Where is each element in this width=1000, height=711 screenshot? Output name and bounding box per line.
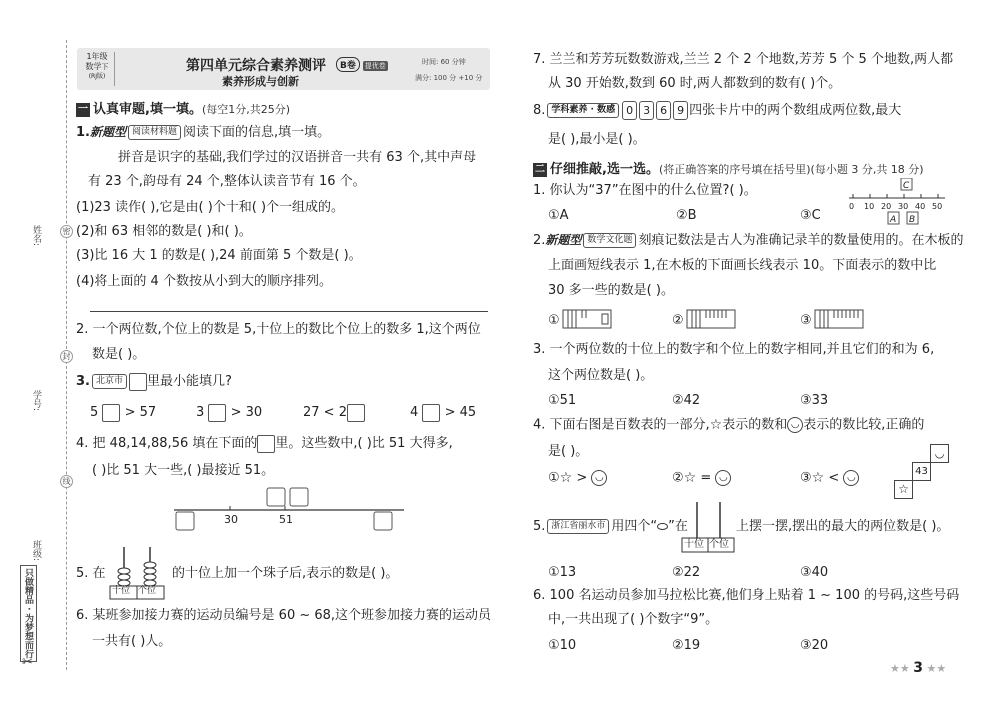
c2-type-tag: 数学文化题 — [583, 233, 636, 248]
c6-line-2: 中,一共出现了( )个数字“9”。 — [548, 612, 719, 627]
student-id-label: 学号: — [31, 390, 41, 412]
smiley-face-icon: ◡ — [787, 417, 803, 433]
page-title: 第四单元综合素养测评 — [186, 58, 326, 74]
c2-option-1-label[interactable]: ① — [548, 313, 560, 328]
c1-tick-40: 40 — [915, 202, 926, 211]
c1-option-c[interactable]: ③C — [800, 208, 821, 223]
q1-sub-2: (2)和 63 相邻的数是( )和( )。 — [76, 224, 252, 239]
c1-option-b[interactable]: ②B — [676, 208, 697, 223]
c4-line-2: 是( )。 — [548, 444, 589, 459]
c2-line-1: 2.新题型 数学文化题 刻痕记数法是古人为准确记录羊的数量使用的。在木板的 — [533, 233, 964, 248]
class-label: 班级: — [31, 540, 41, 562]
q7-line-1: 7. 兰兰和芳芳玩数数游戏,兰兰 2 个 2 个地数,芳芳 5 个 5 个地数,两人都 — [533, 52, 954, 67]
c1-text: 1. 你认为“37”在图中的什么位置?( )。 — [533, 183, 757, 198]
q1-type-tag: 阅读材料题 — [128, 125, 181, 140]
q4-box-2[interactable] — [267, 488, 285, 506]
option-3-smiley-icon: ◡ — [843, 470, 859, 486]
q3-box-2[interactable] — [208, 404, 226, 422]
q3-blank-box — [129, 373, 147, 391]
hundred-table-fragment — [894, 444, 950, 498]
star-face-icon: ☆ — [709, 417, 723, 433]
q3-number: 3. — [76, 374, 90, 389]
q1-answer-line — [90, 311, 488, 312]
slogan-vertical: 只做精品 · 为梦想而行 — [20, 565, 37, 662]
q5-line: 5. 在 — [76, 566, 106, 581]
c4-option-1[interactable]: ①☆ > ◡ — [548, 468, 607, 489]
option-2-star-icon: ☆ — [683, 470, 697, 486]
c5-line: 5. 浙江省丽水市 用四个“ ”在 — [533, 519, 688, 534]
q8-card-9: 9 — [673, 101, 688, 120]
c5-option-2[interactable]: ②22 — [672, 565, 701, 580]
section-1-note: (每空1分,共25分) — [201, 103, 291, 116]
q6-line-1: 6. 某班参加接力赛的运动员编号是 60 ~ 68,这个班参加接力赛的运动员 — [76, 608, 492, 623]
q1-sub-3: (3)比 16 大 1 的数是( ),24 前面第 5 个数是( )。 — [76, 248, 362, 263]
q4-inline-box — [257, 435, 275, 453]
q3-box-4[interactable] — [422, 404, 440, 422]
q7-line-2: 从 30 开始数,数到 60 时,两人都数到的数有( )个。 — [548, 76, 842, 91]
grade-label: 1年级 — [86, 52, 108, 61]
c1-tick-50: 50 — [932, 202, 943, 211]
c2-new-tag: 新题型 — [545, 233, 582, 247]
option-2-smiley-icon: ◡ — [715, 470, 731, 486]
c2-option-3-label[interactable]: ③ — [800, 313, 812, 328]
c2-line-2: 上面画短线表示 1,在木板的下面画长线表示 10。下面表示的数中比 — [548, 258, 937, 273]
q4-line-2: ( )比 51 大一些,( )最接近 51。 — [92, 463, 275, 478]
q3-item-3: 27 < 2 — [303, 403, 365, 423]
q1-new-tag: 新题型 — [89, 125, 126, 139]
edition-label: (RJ版) — [88, 73, 106, 80]
section-2-number: 二 — [535, 163, 545, 175]
section-2-heading — [533, 158, 924, 177]
option-1-star-icon: ☆ — [559, 470, 573, 486]
q5-text: 的十位上加一个珠子后,表示的数是( )。 — [172, 566, 399, 581]
time-info: 时间: 60 分钟 — [422, 58, 466, 66]
hundred-cell-smiley: ◡ — [930, 444, 949, 463]
c5-region-tag: 浙江省丽水市 — [547, 519, 609, 534]
q2-line-1: 2. 一个两位数,个位上的数是 5,十位上的数比个位上的数多 1,这个两位 — [76, 322, 481, 337]
q1-sub-1: (1)23 读作( ),它是由( )个十和( )个一组成的。 — [76, 200, 345, 215]
q3-item-4: 4 > 45 — [410, 405, 477, 420]
c6-line-1: 6. 100 名运动员参加马拉松比赛,他们身上贴着 1 ~ 100 的号码,这些号码 — [533, 588, 960, 603]
c2-option-2-board — [686, 306, 738, 332]
c6-option-1[interactable]: ①10 — [548, 638, 577, 653]
footer-page-indicator — [890, 660, 946, 676]
q1-intro — [76, 122, 330, 143]
q8-tag: 学科素养 · 数感 — [547, 103, 619, 118]
q4-box-3[interactable] — [290, 488, 308, 506]
q8-card-0: 0 — [622, 101, 637, 120]
q3-region-tag: 北京市 — [92, 374, 127, 389]
seal-mark-3: 线 — [60, 475, 73, 488]
seal-mark-1: 密 — [60, 225, 73, 238]
hundred-cell-star: ☆ — [894, 480, 913, 499]
subject-label: 数学 — [85, 62, 102, 71]
c1-tick-20: 20 — [881, 202, 892, 211]
c5-text-end: 上摆一摆,摆出的最大的两位数是( )。 — [736, 519, 950, 534]
c3-option-3[interactable]: ③33 — [800, 393, 829, 408]
c1-letter-a: A — [890, 215, 897, 225]
scissors-icon: ✂ — [22, 655, 33, 670]
q1-sub-4: (4)将上面的 4 个数按从小到大的顺序排列。 — [76, 274, 332, 289]
c5-label-ones: 个位 — [709, 539, 729, 550]
q8-card-3: 3 — [639, 101, 654, 120]
q4-line-1: 4. 把 48,14,88,56 填在下面的 里。这些数中,( )比 51 大得多, — [76, 436, 453, 451]
seal-mark-2: 封 — [60, 350, 73, 363]
q4-box-4[interactable] — [374, 512, 392, 530]
q3-item-1: 5 > 57 — [90, 405, 157, 420]
c3-option-2[interactable]: ②42 — [672, 393, 701, 408]
volume-badge — [336, 57, 388, 72]
q4-tick-30: 30 — [224, 513, 238, 526]
bead-icon — [657, 523, 668, 530]
c3-line-2: 这个两位数是( )。 — [548, 368, 654, 383]
q3-text: 里最小能填几? — [147, 374, 232, 389]
c6-option-3[interactable]: ③20 — [800, 638, 829, 653]
c2-option-2-label[interactable]: ② — [672, 313, 684, 328]
c2-option-1-board — [562, 306, 614, 332]
q3-intro — [76, 372, 232, 392]
page-number: 3 — [913, 660, 923, 676]
c2-option-3-board — [814, 306, 866, 332]
q4-box-1[interactable] — [176, 512, 194, 530]
q3-box-1[interactable] — [102, 404, 120, 422]
q1-number: 1. — [76, 125, 90, 140]
c5-option-3[interactable]: ③40 — [800, 565, 829, 580]
section-2-note: (将正确答案的序号填在括号里)(每小题 3 分,共 18 分) — [658, 163, 924, 176]
section-1-title: 认真审题,填一填。 — [93, 102, 202, 117]
q8-card-6: 6 — [656, 101, 671, 120]
footer-stars-left: ★★ — [890, 662, 910, 675]
score-info: 满分: 100 分 +10 分 — [415, 74, 483, 82]
c2-line-3: 30 多一些的数是( )。 — [548, 283, 674, 298]
q1-text: 阅读下面的信息,填一填。 — [183, 125, 331, 140]
c1-option-a[interactable]: ①A — [548, 208, 569, 223]
hundred-cell-43: 43 — [912, 462, 931, 481]
c4-option-2[interactable]: ②☆ = ◡ — [672, 468, 731, 489]
q3-item-2: 3 > 30 — [196, 405, 263, 420]
q1-paragraph-1: 拼音是识字的基础,我们学过的汉语拼音一共有 63 个,其中声母 — [118, 150, 477, 165]
q5-label-tens: 十位 — [112, 586, 131, 596]
volume-tag: 提优卷 — [364, 62, 386, 70]
q5-label-ones: 个位 — [138, 586, 157, 596]
footer-stars-right: ★★ — [926, 662, 947, 675]
c1-tick-0: 0 — [849, 202, 855, 211]
c3-line-1: 3. 一个两位数的十位上的数字和个位上的数字相同,并且它们的和为 6, — [533, 342, 935, 357]
q1-paragraph-2: 有 23 个,韵母有 24 个,整体认读音节有 16 个。 — [88, 174, 366, 189]
q6-line-2: 一共有( )人。 — [92, 634, 172, 649]
q2-line-2: 数是( )。 — [92, 347, 146, 362]
c6-option-2[interactable]: ②19 — [672, 638, 701, 653]
option-3-star-icon: ☆ — [811, 470, 825, 486]
c5-option-1[interactable]: ①13 — [548, 565, 577, 580]
q8-line-2: 是( ),最小是( )。 — [548, 132, 646, 147]
page-subtitle: 素养形成与创新 — [222, 75, 299, 88]
section-2-title: 仔细推敲,选一选。 — [550, 162, 659, 177]
c4-line-1: 4. 下面右图是百数表的一部分,☆表示的数和 ◡ 表示的数比较,正确的 — [533, 417, 925, 433]
c1-letter-b: B — [909, 215, 916, 225]
q8-line-1: 8. 学科素养 · 数感 0 3 6 9 四张卡片中的两个数组成两位数,最大 — [533, 103, 902, 118]
volume-label: B卷 — [336, 57, 360, 72]
q3-box-3[interactable] — [347, 404, 365, 422]
grade-block — [80, 52, 115, 86]
section-1-heading — [76, 98, 290, 117]
c4-option-3[interactable]: ③☆ < ◡ — [800, 468, 859, 489]
section-1-number: 一 — [78, 103, 88, 115]
c1-letter-c: C — [903, 181, 910, 191]
c1-tick-30: 30 — [898, 202, 909, 211]
subject-sub: 下 — [101, 63, 109, 71]
c1-tick-10: 10 — [864, 202, 875, 211]
option-1-smiley-icon: ◡ — [591, 470, 607, 486]
q4-tick-51: 51 — [279, 513, 293, 526]
name-label: 姓名: — [31, 225, 41, 247]
c3-option-1[interactable]: ①51 — [548, 393, 577, 408]
c5-label-tens: 十位 — [684, 539, 704, 550]
